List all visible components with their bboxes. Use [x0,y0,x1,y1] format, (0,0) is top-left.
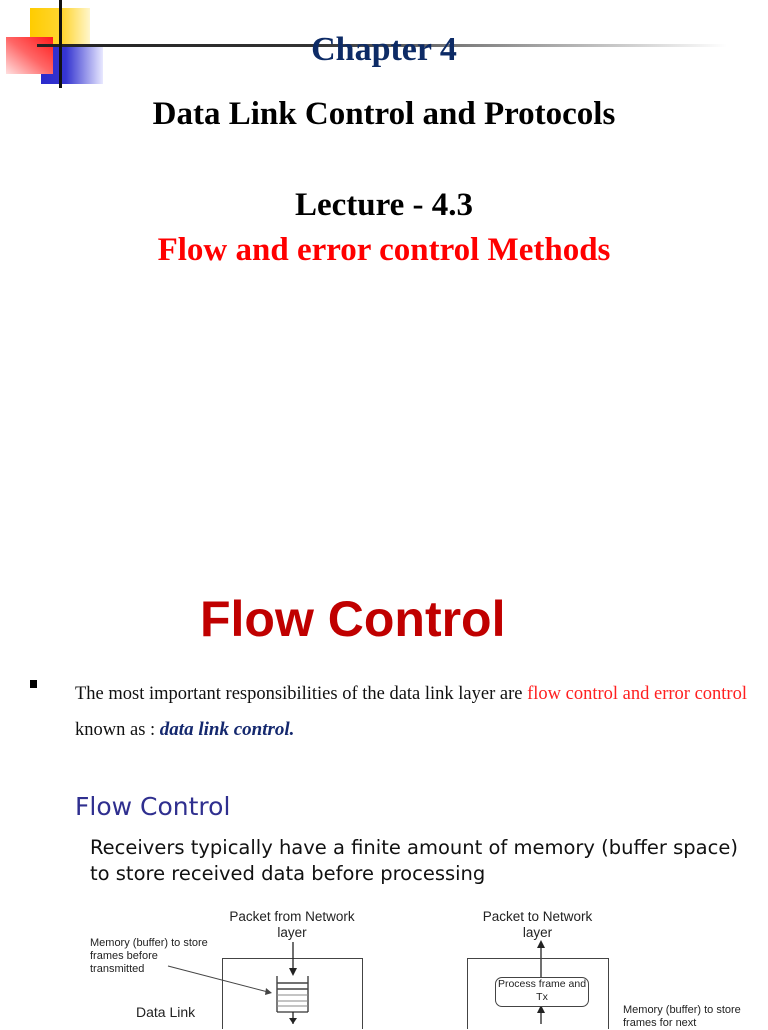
receiver-top-label: Packet to Network layer [482,909,593,940]
bullet-text-part2: known as : [75,720,160,740]
chapter-subtitle: Data Link Control and Protocols [152,96,616,132]
figure-heading: Flow Control [75,792,231,821]
lecture-number: Lecture - 4.3 [294,187,474,223]
bullet-term: data link control. [159,719,295,740]
section-heading: Flow Control [200,591,506,647]
chapter-title: Chapter 4 [311,31,457,68]
lecture-topic: Flow and error control Methods [157,232,611,268]
bullet-highlight: flow control and error control [527,684,747,704]
receiver-buffer-note: Memory (buffer) to store frames for next [623,1004,741,1029]
sender-top-label: Packet from Network layer [229,909,355,940]
process-frame-box: Process frame and Tx [495,977,589,1007]
sender-buffer-note: Memory (buffer) to store frames before transmitted [90,937,208,975]
data-link-label: Data Link [136,1004,196,1020]
figure-text: Receivers typically have a finite amount of memory (buffer space) to store received data before processing [90,836,738,885]
bullet-text-part1: The most important responsibilities of the data link layer are [75,684,528,704]
buffer-stack-icon [277,976,308,1012]
